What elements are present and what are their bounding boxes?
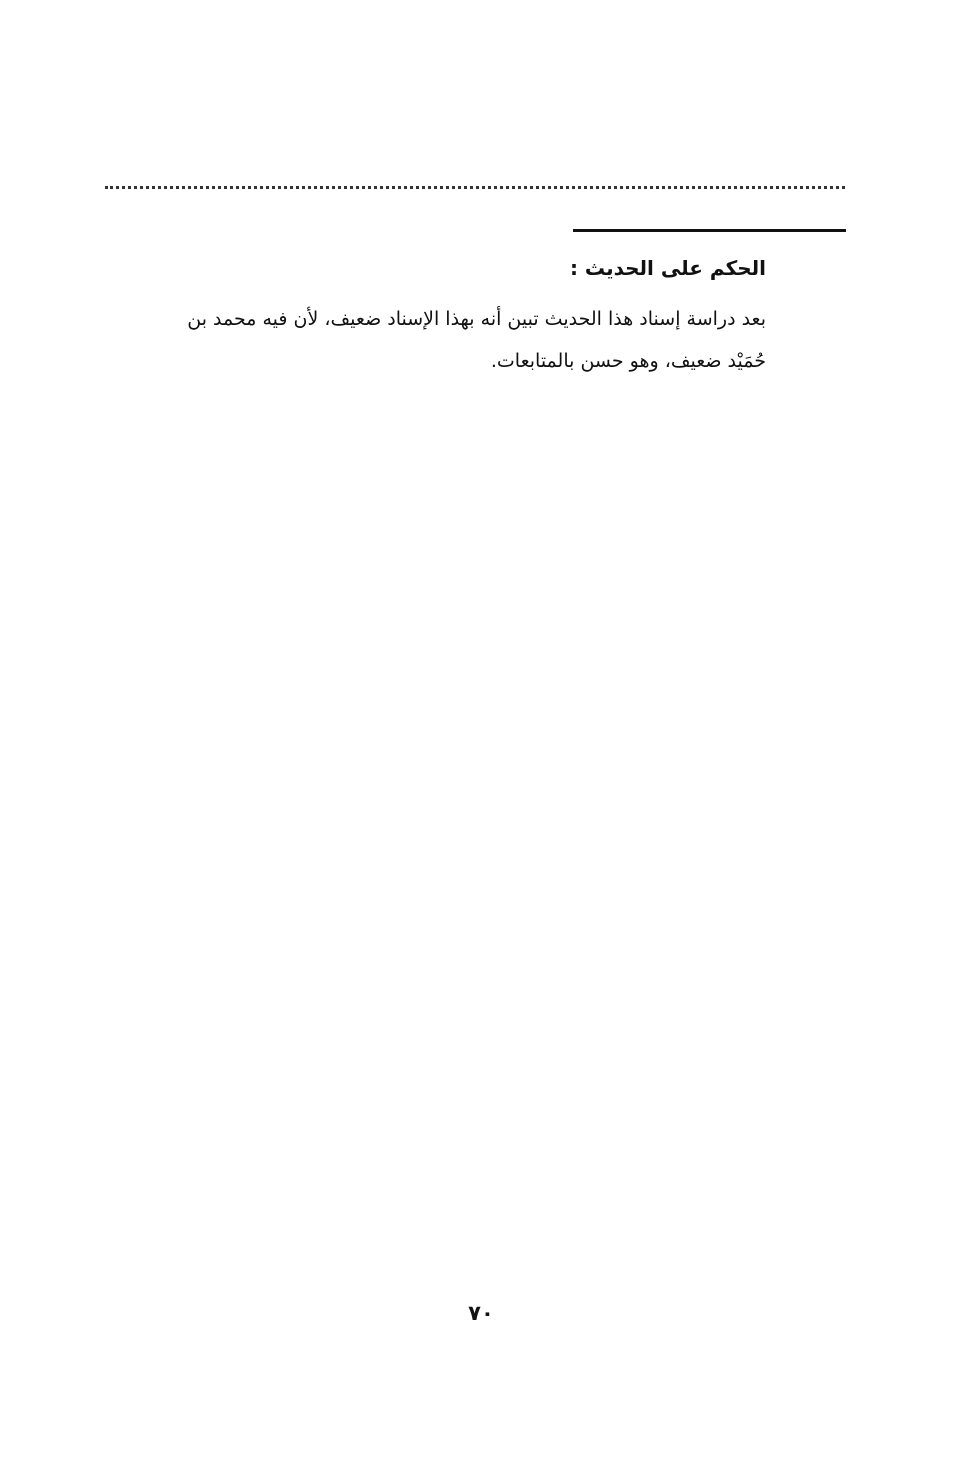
- body-paragraph: [96, 298, 766, 382]
- paragraph-line-2: حُمَيْد ضعيف، وهو حسن بالمتابعات.: [490, 350, 766, 372]
- section-heading: الحكم على الحديث :: [569, 256, 766, 280]
- section-rule: [573, 229, 846, 232]
- paragraph-line-1: بعد دراسة إسناد هذا الحديث تبين أنه بهذا الإسناد ضعيف، لأن فيه محمد بن: [187, 308, 766, 330]
- page-number: ٧٠: [468, 1301, 494, 1325]
- dotted-separator: [105, 186, 845, 189]
